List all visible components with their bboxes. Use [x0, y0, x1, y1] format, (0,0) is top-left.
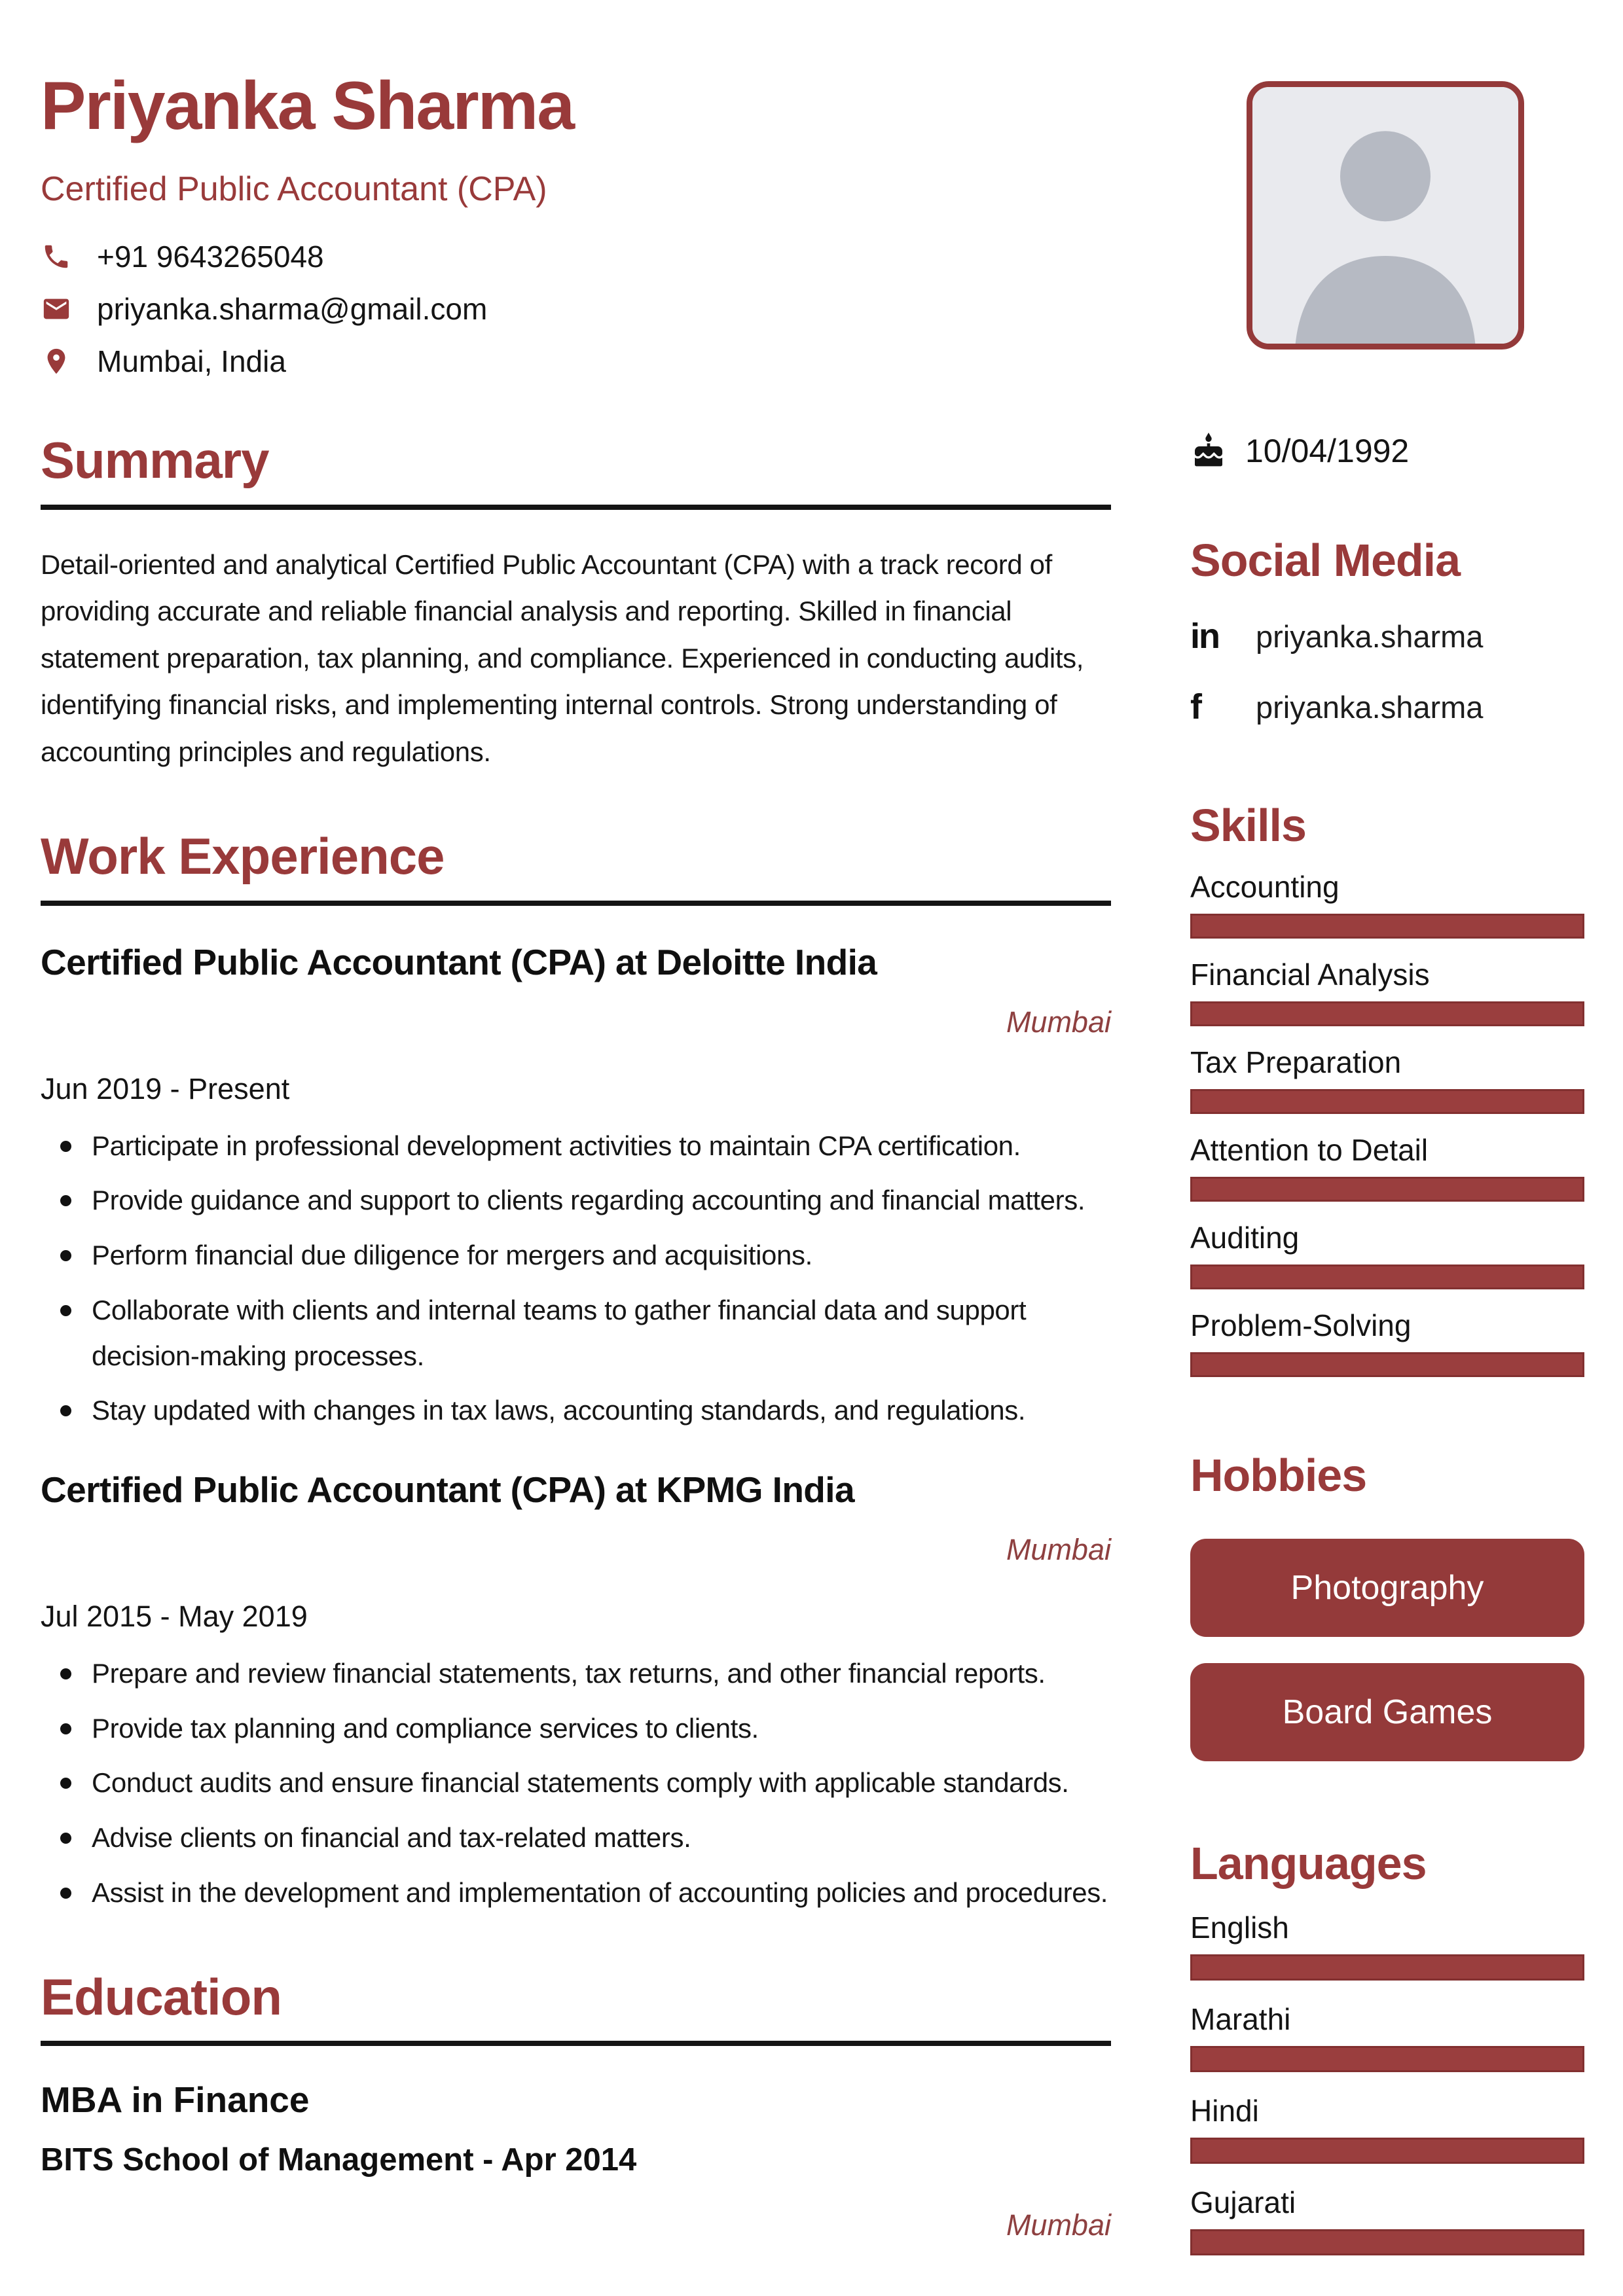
job-bullet-list: [41, 1651, 1111, 1916]
skill-bar: [1190, 1265, 1584, 1289]
job-bullet: Collaborate with clients and internal teams to gather financial data and support decision-making processes.: [71, 1287, 1111, 1378]
skill-bar: [1190, 1001, 1584, 1026]
linkedin-icon: in: [1190, 617, 1219, 656]
language-label: Hindi: [1190, 2094, 1259, 2128]
job-bullet: Advise clients on financial and tax-related matters.: [71, 1815, 1111, 1861]
hobbies-heading: Hobbies: [1190, 1450, 1367, 1501]
job-bullet: Provide guidance and support to clients regarding accounting and financial matters.: [71, 1177, 1111, 1223]
language-label: English: [1190, 1910, 1289, 1945]
skill-label: Auditing: [1190, 1221, 1300, 1255]
skill-label: Problem-Solving: [1190, 1308, 1412, 1342]
skill-item: [1190, 1308, 1584, 1377]
skill-label: Attention to Detail: [1190, 1133, 1429, 1167]
languages-heading: Languages: [1190, 1838, 1427, 1889]
birthday-row: [1190, 432, 1584, 470]
job-bullet: Conduct audits and ensure financial statements comply with applicable standards.: [71, 1760, 1111, 1806]
skill-label: Accounting: [1190, 870, 1340, 904]
skill-item: [1190, 869, 1584, 939]
language-bar: [1190, 1954, 1584, 1981]
contact-email: [41, 291, 1111, 327]
hobby-tag: Board Games: [1190, 1663, 1584, 1761]
social-facebook-row: [1190, 687, 1584, 727]
contact-phone: [41, 239, 1111, 274]
location-icon: [41, 346, 72, 376]
sidebar: [1190, 0, 1584, 2255]
job-entry: [41, 941, 1111, 1433]
phone-icon: [41, 242, 72, 272]
job-title: Certified Public Accountant (CPA) at KPMG India: [41, 1469, 854, 1511]
job-bullet: Stay updated with changes in tax laws, accounting standards, and regulations.: [71, 1388, 1111, 1433]
skill-bar: [1190, 914, 1584, 939]
linkedin-handle: priyanka.sharma: [1256, 619, 1484, 654]
phone-value: +91 9643265048: [97, 240, 324, 274]
language-item: [1190, 2001, 1584, 2072]
hobby-tag: Photography: [1190, 1539, 1584, 1637]
skill-label: Tax Preparation: [1190, 1045, 1402, 1079]
skill-item: [1190, 1045, 1584, 1114]
work-experience-heading: Work Experience: [41, 827, 445, 885]
skills-heading: Skills: [1190, 800, 1306, 851]
skill-bar: [1190, 1089, 1584, 1114]
job-title: Certified Public Accountant (CPA) at Deloitte India: [41, 941, 877, 982]
job-bullet: Perform financial due diligence for mergers and acquisitions.: [71, 1232, 1111, 1278]
cake-icon: [1190, 433, 1227, 469]
summary-heading: Summary: [41, 431, 269, 490]
skill-item: [1190, 1132, 1584, 1202]
job-bullet: Assist in the development and implementation of accounting policies and procedures.: [71, 1870, 1111, 1916]
education-degree: MBA in Finance: [41, 2079, 310, 2121]
facebook-handle: priyanka.sharma: [1256, 689, 1484, 725]
section-rule: [41, 505, 1111, 510]
person-name: Priyanka Sharma: [41, 68, 574, 144]
language-item: [1190, 2093, 1584, 2164]
person-silhouette-image: [1252, 87, 1518, 344]
job-bullet: Provide tax planning and compliance services to clients.: [71, 1706, 1111, 1751]
work-experience-section: [41, 829, 1111, 1916]
email-icon: [41, 294, 72, 324]
skill-item: [1190, 957, 1584, 1026]
social-linkedin-row: [1190, 616, 1584, 656]
skill-bar: [1190, 1352, 1584, 1377]
language-bar: [1190, 2046, 1584, 2072]
education-section: [41, 1969, 1111, 2243]
language-item: [1190, 1910, 1584, 1981]
education-location: Mumbai: [1006, 2208, 1111, 2242]
job-location: Mumbai: [1006, 1533, 1111, 1567]
education-school: BITS School of Management - Apr 2014: [41, 2142, 637, 2178]
birthday-value: 10/04/1992: [1245, 433, 1410, 469]
language-label: Marathi: [1190, 2002, 1291, 2036]
education-heading: Education: [41, 1967, 282, 2026]
email-value: priyanka.sharma@gmail.com: [97, 292, 488, 327]
job-bullet-list: [41, 1123, 1111, 1433]
job-bullet: Prepare and review financial statements, tax returns, and other financial reports.: [71, 1651, 1111, 1696]
contact-list: [41, 239, 1111, 379]
summary-section: [41, 433, 1111, 775]
skill-item: [1190, 1220, 1584, 1289]
language-bar: [1190, 2229, 1584, 2255]
skill-bar: [1190, 1177, 1584, 1202]
job-bullet: Participate in professional development activities to maintain CPA certification.: [71, 1123, 1111, 1169]
summary-text: Detail-oriented and analytical Certified Public Accountant (CPA) with a track record of providing accurate and reliable financial analysis and reporting. Skilled in financial statement preparation, tax planning, and compliance. Experienced in conducting audits, identifying financial risks, and implementing internal controls. Strong understanding of accounting principles and regulations.: [41, 548, 1084, 767]
social-media-heading: Social Media: [1190, 535, 1461, 586]
job-dates: Jun 2019 - Present: [41, 1071, 290, 1105]
job-entry: [41, 1469, 1111, 1916]
profile-photo: [1247, 81, 1524, 350]
language-label: Gujarati: [1190, 2185, 1296, 2219]
job-dates: Jul 2015 - May 2019: [41, 1600, 308, 1634]
person-title: Certified Public Accountant (CPA): [41, 170, 547, 209]
language-item: [1190, 2185, 1584, 2255]
main-column: [41, 68, 1111, 2242]
section-rule: [41, 901, 1111, 906]
language-bar: [1190, 2138, 1584, 2164]
contact-location: [41, 344, 1111, 379]
skill-label: Financial Analysis: [1190, 958, 1430, 992]
location-value: Mumbai, India: [97, 344, 286, 379]
section-rule: [41, 2041, 1111, 2046]
job-location: Mumbai: [1006, 1005, 1111, 1039]
facebook-icon: f: [1190, 687, 1201, 726]
